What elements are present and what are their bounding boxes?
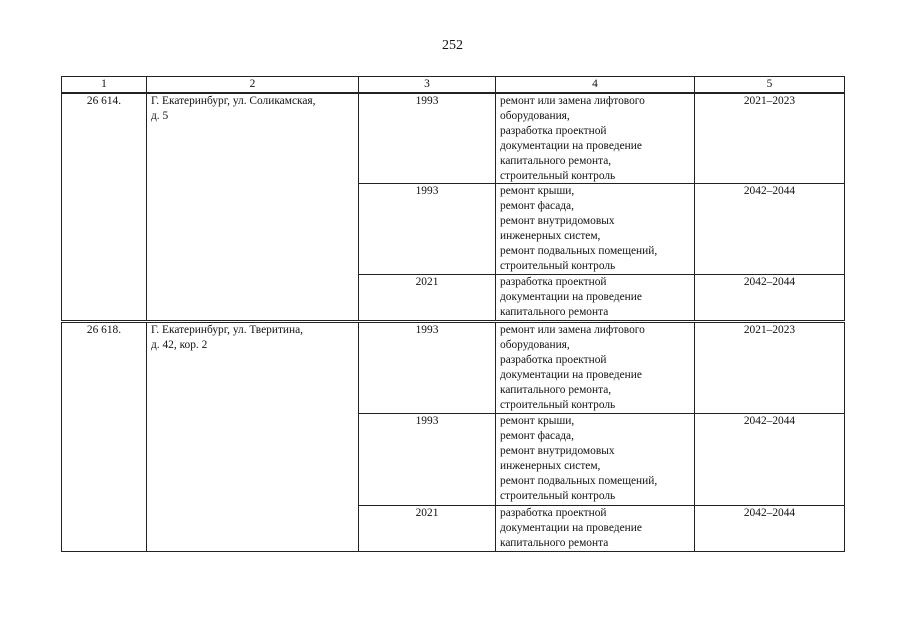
column-header-1: 1 — [62, 77, 147, 93]
work-line: инженерных систем, — [500, 459, 601, 472]
year-cell: 2021 — [359, 274, 496, 320]
period-cell: 2021–2023 — [695, 323, 845, 414]
column-header-5: 5 — [695, 77, 845, 93]
work-line: ремонт или замена лифтового — [500, 95, 645, 107]
work-line: оборудования, — [500, 109, 570, 122]
address-line: Г. Екатеринбург, ул. Тверитина, — [151, 324, 304, 336]
work-line: разработка проектной — [500, 275, 607, 288]
record-number: 26 614. — [62, 94, 147, 321]
work-line: строительный контроль — [500, 489, 616, 502]
work-line: капитального ремонта, — [500, 383, 612, 396]
work-line: разработка проектной — [500, 507, 607, 519]
work-line: ремонт крыши, — [500, 415, 575, 427]
page-number: 252 — [442, 38, 463, 53]
work-line: капитального ремонта, — [500, 154, 612, 167]
address-line: д. 42, кор. 2 — [151, 338, 208, 351]
year-cell: 1993 — [359, 323, 496, 414]
work-line: оборудования, — [500, 338, 570, 351]
table-row — [62, 94, 845, 184]
work-line: капитального ремонта — [500, 305, 609, 318]
period-cell: 2042–2044 — [695, 506, 845, 552]
work-line: ремонт фасада, — [500, 200, 574, 213]
work-line: строительный контроль — [500, 169, 616, 182]
column-header-table — [61, 76, 845, 93]
works-cell — [496, 274, 695, 320]
record-address — [147, 94, 359, 321]
work-line: строительный контроль — [500, 259, 616, 272]
year-cell: 1993 — [359, 94, 496, 184]
work-line: документации на проведение — [500, 290, 642, 303]
works-cell — [496, 506, 695, 552]
column-header-4: 4 — [496, 77, 695, 93]
record-table — [61, 322, 845, 552]
work-line: разработка проектной — [500, 124, 607, 137]
work-line: ремонт крыши, — [500, 185, 575, 198]
work-line: разработка проектной — [500, 353, 607, 366]
record-number: 26 618. — [62, 323, 147, 552]
works-cell — [496, 184, 695, 274]
period-cell: 2042–2044 — [695, 274, 845, 320]
record-address — [147, 323, 359, 552]
address-line: д. 5 — [151, 109, 169, 122]
work-line: документации на проведение — [500, 521, 642, 534]
work-line: строительный контроль — [500, 398, 616, 411]
work-line: документации на проведение — [500, 368, 642, 381]
record-table — [61, 93, 845, 321]
address-line: Г. Екатеринбург, ул. Соликамская, — [151, 95, 316, 107]
period-cell: 2042–2044 — [695, 414, 845, 506]
period-cell: 2042–2044 — [695, 184, 845, 274]
year-cell: 1993 — [359, 184, 496, 274]
work-line: документации на проведение — [500, 139, 642, 152]
works-cell — [496, 94, 695, 184]
column-header-row — [62, 77, 845, 93]
work-line: ремонт подвальных помещений, — [500, 474, 658, 487]
column-header-3: 3 — [359, 77, 496, 93]
work-line: ремонт или замена лифтового — [500, 324, 645, 336]
column-header-2: 2 — [147, 77, 359, 93]
year-cell: 1993 — [359, 414, 496, 506]
period-cell: 2021–2023 — [695, 94, 845, 184]
work-line: ремонт фасада, — [500, 429, 574, 442]
year-cell: 2021 — [359, 506, 496, 552]
work-line: ремонт подвальных помещений, — [500, 245, 658, 258]
work-line: ремонт внутридомовых — [500, 215, 615, 228]
work-line: капитального ремонта — [500, 536, 609, 549]
work-line: ремонт внутридомовых — [500, 444, 615, 457]
works-cell — [496, 323, 695, 414]
table-row — [62, 323, 845, 414]
work-line: инженерных систем, — [500, 230, 601, 243]
works-cell — [496, 414, 695, 506]
